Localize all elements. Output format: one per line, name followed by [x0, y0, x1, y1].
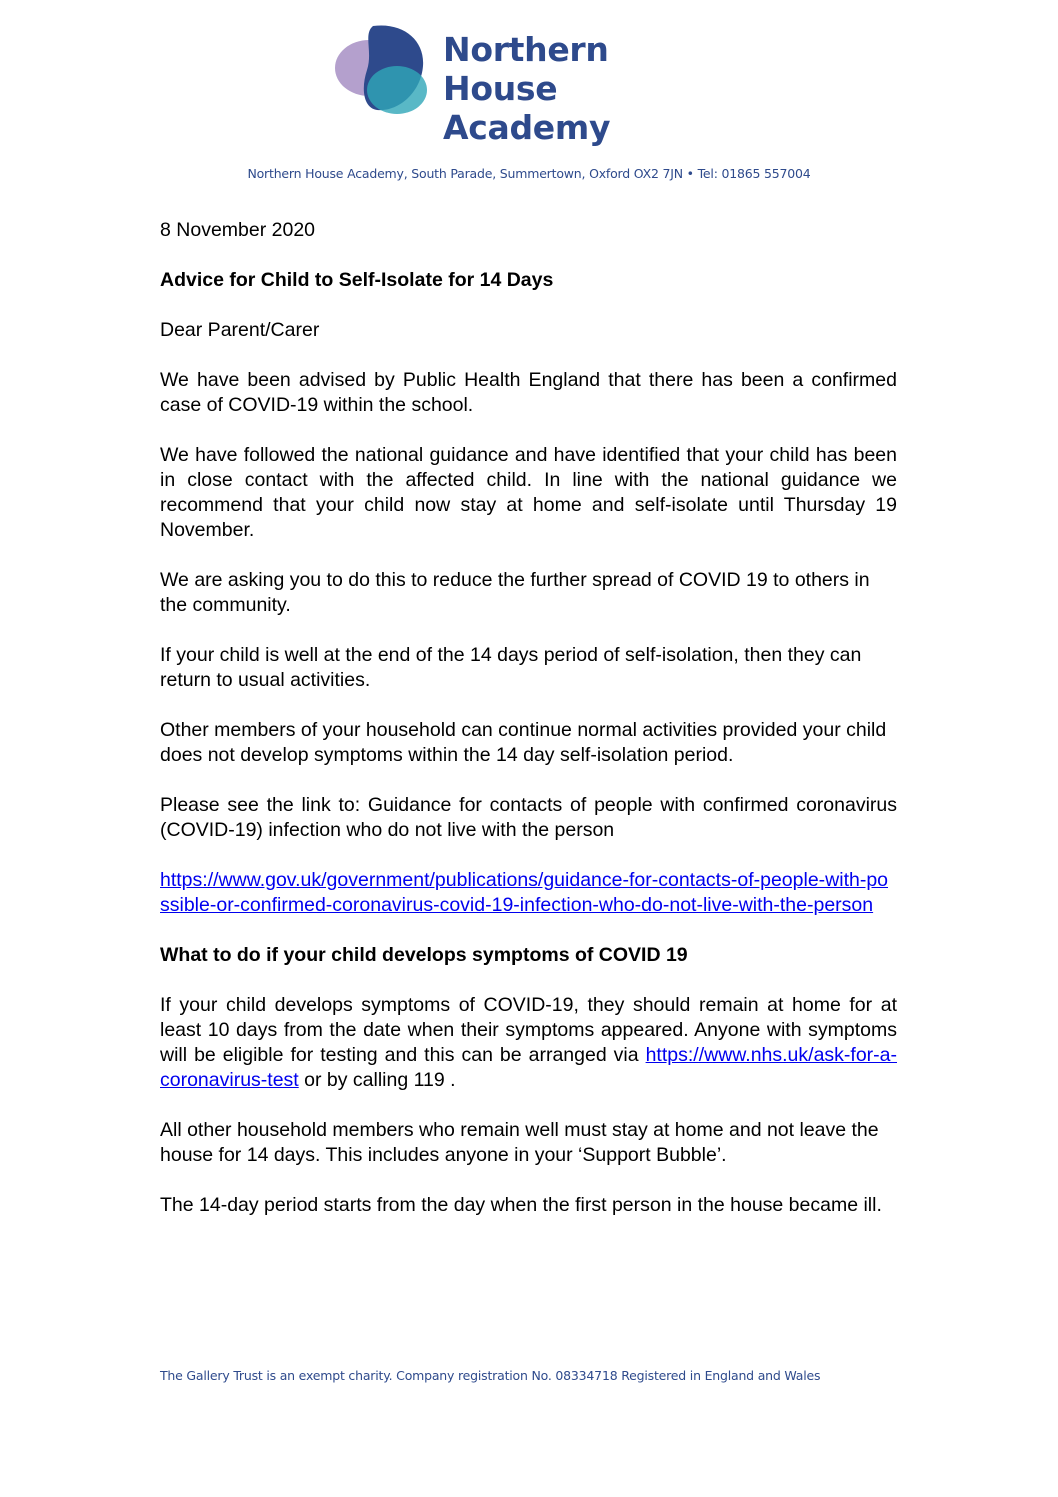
brand-name [443, 30, 733, 147]
academy-logo [333, 22, 733, 147]
salutation: Dear Parent/Carer [160, 319, 320, 341]
paragraph-confirmed-case: We have been advised by Public Health England that there has been a confirmed case of COVID-19 within the school. [160, 369, 897, 416]
paragraph-gov-link [160, 868, 897, 918]
paragraph-return: If your child is well at the end of the 14 days period of self-isolation, then they can return to usual activities. [160, 644, 862, 691]
brand-line-2: Academy [443, 108, 611, 147]
paragraph-reason: We are asking you to do this to reduce the further spread of COVID 19 to others in the community. [160, 569, 870, 616]
symptoms-heading: What to do if your child develops symptoms of COVID 19 [160, 944, 688, 966]
symptoms-text: If your child develops symptoms of COVID-19, they should remain at home for at least 10 days from the date when their symptoms appeared. Anyone with symptoms will be eligible for testing and this can be arranged via [160, 994, 897, 1066]
letter-title: Advice for Child to Self-Isolate for 14 Days [160, 269, 554, 291]
paragraph-guidance: Please see the link to: Guidance for contacts of people with confirmed coronavirus (COVID-19) infection who do not live with the person [160, 794, 897, 841]
gov-guidance-link[interactable]: https://www.gov.uk/government/publications/guidance-for-contacts-of-people-with-possible-or-confirmed-coronavirus-covid-19-infection-who-do-not-live-with-the-person [160, 869, 889, 916]
letter-date: 8 November 2020 [160, 219, 316, 241]
letter-body [160, 218, 897, 1243]
paragraph-household: Other members of your household can continue normal activities provided your child does not develop symptoms within the 14 day self-isolation period. [160, 719, 887, 766]
nhs-test-link[interactable]: https://www.nhs.uk/ask-for-a-coronavirus-test [160, 1044, 897, 1091]
brand-line-1: Northern House [443, 30, 609, 108]
footer-text: The Gallery Trust is an exempt charity. Company registration No. 08334718 Registered in England and Wales [160, 1368, 821, 1383]
logo-mark-icon [333, 22, 438, 122]
paragraph-period: The 14-day period starts from the day when the first person in the house became ill. [160, 1194, 882, 1216]
address-line: Northern House Academy, South Parade, Summertown, Oxford OX2 7JN • Tel: 01865 557004 [247, 166, 811, 181]
paragraph-symptoms [160, 993, 897, 1093]
symptoms-text-end: or by calling 119 . [298, 1069, 456, 1091]
paragraph-household-members: All other household members who remain well must stay at home and not leave the house for 14 days. This includes anyone in your ‘Support Bubble’. [160, 1119, 879, 1166]
paragraph-close-contact: We have followed the national guidance and have identified that your child has been in close contact with the affected child. In line with the national guidance we recommend that your child now stay at home and self-isolate until Thursday 19 November. [160, 444, 897, 541]
